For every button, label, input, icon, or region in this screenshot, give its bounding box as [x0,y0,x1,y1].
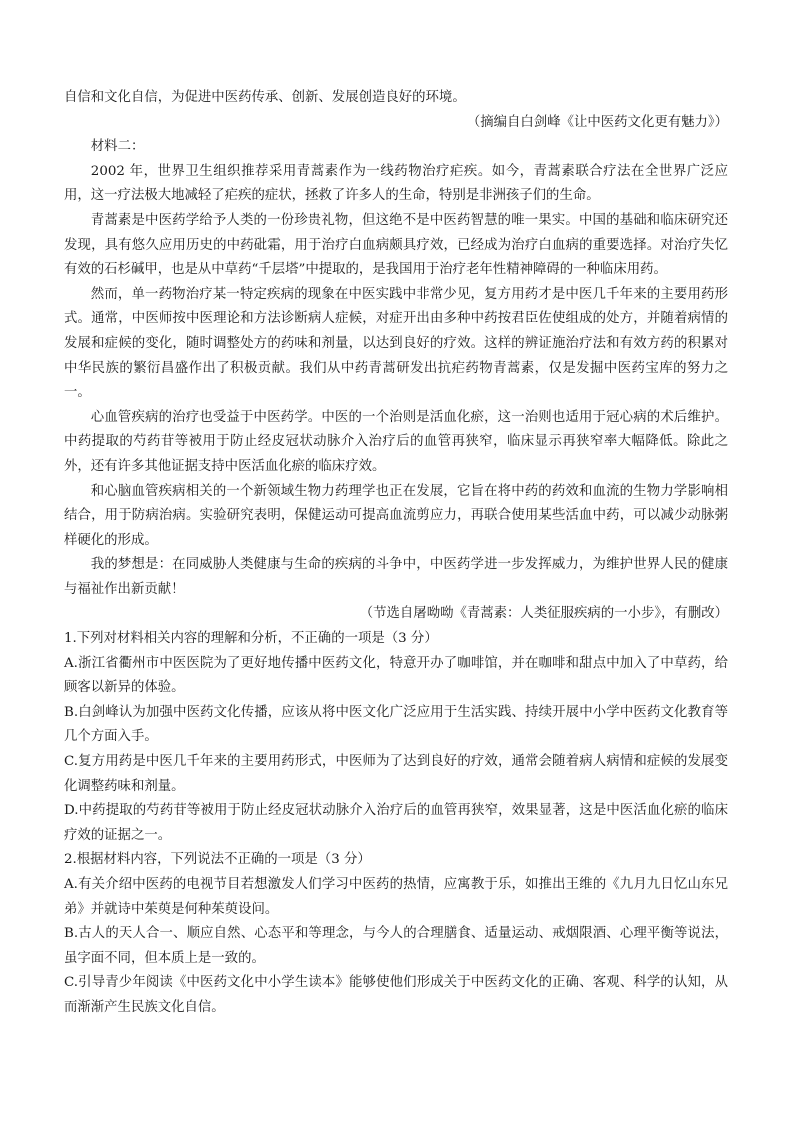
material2-paragraph: 然而，单一药物治疗某一特定疾病的现象在中医实践中非常少见，复方用药才是中医几千年来的主要用药形式。通常，中医师按中医理论和方法诊断病人症候，对症开出由多种中药按君臣佐使组成的处方，并随着病情的发展和症候的变化，随时调整处方的药味和剂量，以达到良好的疗效。这样的辨证施治疗法和有效方药的积累对中华民族的繁衍昌盛作出了积极贡献。我们从中药青蒿研发出抗疟药物青蒿素，仅是发掘中医药宝库的努力之一。 [64,286,728,401]
material1-source: （摘编自白剑峰《让中医药文化更有魅力》） [466,114,728,130]
material2-source: （节选自屠呦呦《青蒿素：人类征服疾病的一小步》，有删改） [359,606,728,622]
material2-paragraph: 2002 年，世界卫生组织推荐采用青蒿素作为一线药物治疗疟疾。如今，青蒿素联合疗法在全世界广泛应用，这一疗法极大地减轻了疟疾的症状，拯救了许多人的生命，特别是非洲孩子们的生命。 [64,163,728,204]
material2-paragraph: 青蒿素是中医药学给予人类的一份珍贵礼物，但这绝不是中医药智慧的唯一果实。中国的基础和临床研究还发现，具有悠久应用历史的中药砒霜，用于治疗白血病颇具疗效，已经成为治疗白血病的重要选择。对治疗失忆有效的石杉碱甲，也是从中草药“千层塔”中提取的，是我国用于治疗老年性精神障碍的一种临床用药。 [64,212,728,278]
question-option-c: C.复方用药是中医几千年来的主要用药形式，中医师为了达到良好的疗效，通常会随着病人病情和症候的发展变化调整药味和剂量。 [64,754,728,794]
material2-paragraph: 我的梦想是：在同威胁人类健康与生命的疾病的斗争中，中医药学进一步发挥威力，为维护世界人民的健康与福祉作出新贡献！ [64,557,728,597]
question-option-c: C.引导青少年阅读《中医药文化中小学生读本》能够使他们形成关于中医药文化的正确、客观、科学的认知，从而渐渐产生民族文化自信。 [64,975,728,1015]
question-option-b: B.古人的天人合一、顺应自然、心态平和等理念，与今人的合理膳食、适量运动、戒烟限酒、心理平衡等说法，虽字面不同，但本质上是一致的。 [64,926,728,966]
question-1 [64,627,728,848]
material2-paragraph: 和心脑血管疾病相关的一个新领域生物力药理学也正在发展，它旨在将中药的药效和血流的生物力学影响相结合，用于防病治病。实验研究表明，保健运动可提高血流剪应力，再联合使用某些活血中药，可以减少动脉粥样硬化的形成。 [64,483,728,548]
question-stem: 1.下列对材料相关内容的理解和分析，不正确的一项是（3 分） [64,631,438,647]
question-2 [64,848,728,1020]
question-option-a: A.有关介绍中医药的电视节目若想激发人们学习中医药的热情，应寓教于乐，如推出王维的《九月九日忆山东兄弟》并就诗中茱萸是何种茱萸设问。 [64,877,728,917]
question-option-a: A.浙江省衢州市中医医院为了更好地传播中医药文化，特意开办了咖啡馆，并在咖啡和甜点中加入了中草药，给顾客以新异的体验。 [64,655,728,696]
material1-tail-text: 自信和文化自信，为促进中医药传承、创新、发展创造良好的环境。 [64,90,466,105]
material2-paragraph: 心血管疾病的治疗也受益于中医药学。中医的一个治则是活血化瘀，这一治则也适用于冠心病的术后维护。中药提取的芍药苷等被用于防止经皮冠状动脉介入治疗后的血管再狭窄，临床显示再狭窄率大幅降低。除此之外，还有许多其他证据支持中医活血化瘀的临床疗效。 [64,409,728,474]
question-option-d: D.中药提取的芍药苷等被用于防止经皮冠状动脉介入治疗后的血管再狭窄，效果显著，这是中医活血化瘀的临床疗效的证据之一。 [64,803,728,843]
material2-label: 材料二： [90,139,145,155]
question-option-b: B.白剑峰认为加强中医药文化传播，应该从将中医文化广泛应用于生活实践、持续开展中小学中医药文化教育等几个方面入手。 [64,704,728,745]
question-stem: 2.根据材料内容，下列说法不正确的一项是（3 分） [64,852,371,868]
